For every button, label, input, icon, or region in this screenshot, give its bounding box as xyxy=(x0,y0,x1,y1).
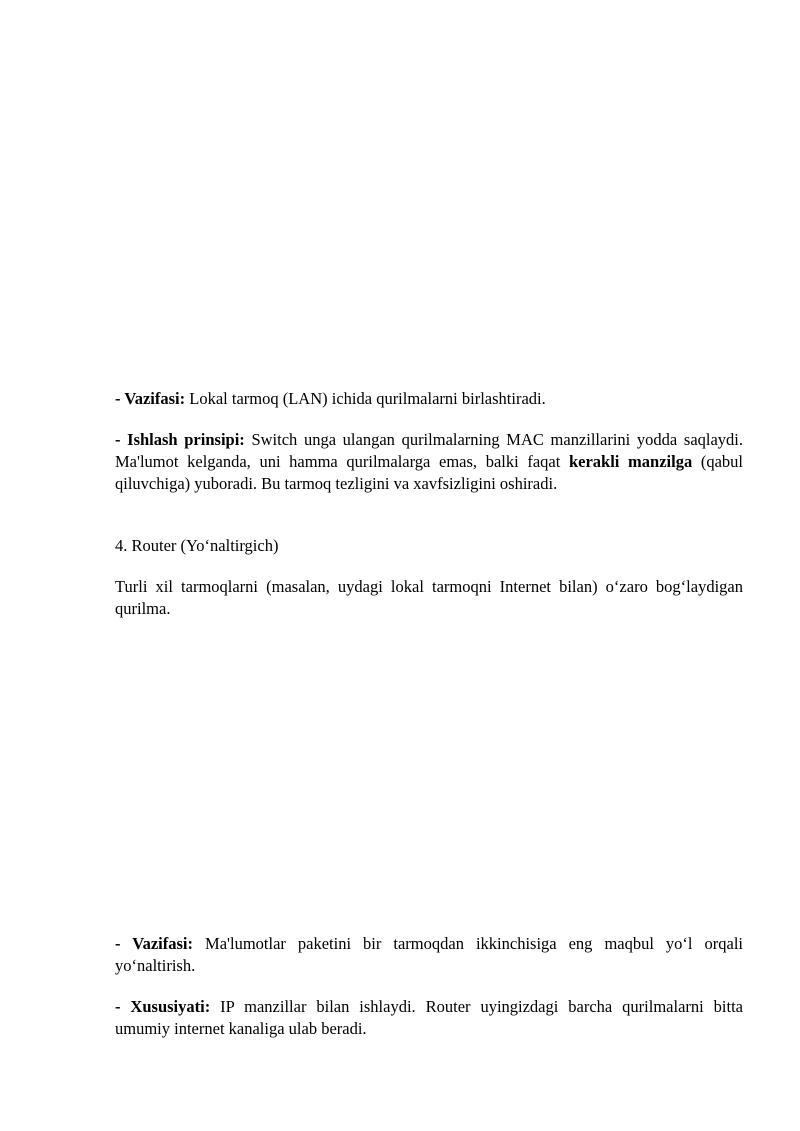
router-description: Turli xil tarmoqlarni (masalan, uydagi lokal tarmoqni Internet bilan) oʻzaro bogʻlaydigan qurilma. xyxy=(115,577,743,618)
router-feature-label: - Xususiyati: xyxy=(115,997,211,1016)
switch-principle-text-a: Switch unga ulangan qurilmalarning MAC manzillarini yodda saqlaydi. Ma'lumot kelganda, uni hamma qurilmalarga emas, balki faqat xyxy=(115,430,744,471)
switch-task-label: - Vazifasi: xyxy=(115,389,186,408)
router-task-paragraph xyxy=(115,933,743,977)
switch-principle-label: - Ishlash prinsipi: xyxy=(115,430,245,449)
router-feature-paragraph xyxy=(115,996,743,1040)
switch-principle-text-b: (qabul qiluvchiga) yuboradi. Bu tarmoq tezligini va xavfsizligini oshiradi. xyxy=(115,452,744,493)
switch-task-text: Lokal tarmoq (LAN) ichida qurilmalarni birlashtiradi. xyxy=(185,389,546,408)
switch-principle-bold: kerakli manzilga xyxy=(568,452,693,471)
router-task-text: Ma'lumotlar paketini bir tarmoqdan ikkinchisiga eng maqbul yoʻl orqali yoʻnaltirish. xyxy=(115,934,744,975)
router-feature-text: IP manzillar bilan ishlaydi. Router uyingizdagi barcha qurilmalarni bitta umumiy internet kanaliga ulab beradi. xyxy=(115,997,743,1038)
switch-principle-paragraph xyxy=(115,429,743,495)
router-task-label: - Vazifasi: xyxy=(115,934,194,953)
switch-task-paragraph xyxy=(115,388,743,410)
router-heading: 4. Router (Yoʻnaltirgich) xyxy=(115,536,279,555)
